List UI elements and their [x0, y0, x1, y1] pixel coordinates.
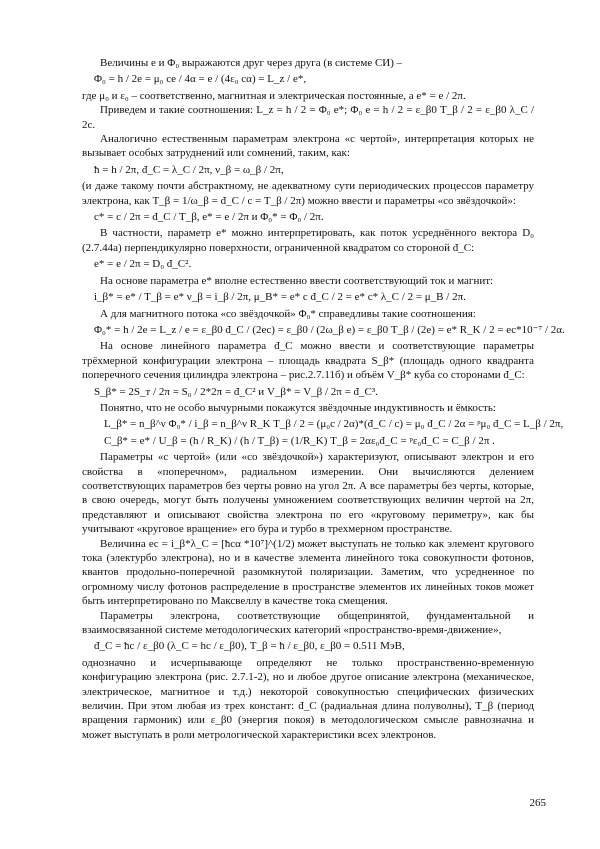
equation-6: Φ₀* = h / 2e = L_z / e = ε_β0 đ_C / (2ec) = ε_β0 / (2ω_β e) = ε_β0 T_β / (2e) = e* R_K / 2 = ec*10⁻⁷ / 2α.	[94, 323, 565, 336]
paragraph-13: Параметры электрона, соответствующие общепринятой, фундаментальной и взаимосвязанной системе методологических категорий «пространство-время-движение»,	[82, 609, 534, 637]
paragraph-3: Приведем и такие соотношения: L_z = h / 2 = Φ₀ e*; Φ₀ e = h / 2 = ε_β0 T_β / 2 = ε_β0 λ_C / 2c.	[82, 104, 534, 131]
paragraph-7: На основе параметра e* вполне естественно ввести соответствующий ток и магнит:	[100, 274, 494, 287]
page-number: 265	[529, 797, 546, 809]
paragraph-14: однозначно и исчерпывающе определяют не только пространственно-временную конфигурацию электрона (рис. 2.7.1-2), но и любое другое описание электрона (механическое, электрическое, магнитное и т.д.) некоторой совокупностью специфических физических величин. При этом любая из трех констант: đ_C (радиальная длина полуволны), T_β (период вращения гармоник) или ε_β0 (энергия покоя) в методологическом смысле равнозначна и может выступать в роли метрологической характеристики всех электронов.	[82, 656, 534, 741]
equation-4: e* = e / 2π = D₀ đ_C².	[94, 258, 192, 271]
paragraph-12: Величина ec = i_β*λ_C = [ħcα *10⁷]^(1/2) может выступать не только как элемент кругового тока (электурбо электрона), но и в качестве элемента линейного тока совокупности фотонов, квантов продольно-поперечной разомкнутой поляризации. Заметим, что усредненное по огромному числу фотонов распределение в пространстве элементов их линейных токов может быть интерпретировано по Максвеллу в качестве тока смещения.	[82, 537, 534, 608]
equation-9: C_β* = e* / U_β = (h / R_K) / (h / T_β) = (1/R_K) T_β = 2αε₀đ_C = ᵖε₀đ_C = C_β / 2π .	[104, 434, 495, 447]
paragraph-1: Величины e и Φ₀ выражаются друг через друга (в системе СИ) –	[100, 57, 403, 69]
paragraph-6: В частности, параметр e* можно интерпретировать, как поток усреднённого вектора D₀ (2.7.44а) перпендикулярно поверхности, ограниченной квадратом со стороной đ_C:	[82, 227, 534, 254]
equation-2: ħ = h / 2π, đ_C = λ_C / 2π, ν_β = ω_β / 2π,	[94, 163, 284, 176]
paragraph-8: А для магнитного потока «со звёздочкой» Φ₀* справедливы такие соотношения:	[100, 307, 476, 320]
paragraph-11: Параметры «с чертой» (или «со звёздочкой») характеризуют, описывают электрон и его свойства в «поперечном», радиальном измерении. Они вычисляются делением соответствующих параметров без черты ровно на угол 2π. А все параметры без черты, которые, в свою очередь, могут быть получены умножением соответствующих величин чертой на 2π, представляют и описывают свойства электрона по его «круговому периметру», как бы учитывают «круговое вращение» его бура и турбо в трехмерном пространстве.	[82, 451, 534, 536]
text-body	[82, 56, 565, 742]
equation-5: i_β* = e* / T_β = e* ν_β = i_β / 2π, μ_B* = e* c đ_C / 2 = e* c* λ_C / 2 = μ_B / 2π.	[94, 291, 466, 304]
equation-10: đ_C = ħc / ε_β0 (λ_C = hc / ε_β0), T_β = ħ / ε_β0, ε_β0 = 0.511 МэВ,	[94, 640, 405, 653]
equation-7: S_β* = 2S_т / 2π = S₀ / 2*2π = đ_C² и V_β* = V_β / 2π = đ_C³.	[94, 385, 378, 398]
paragraph-5: (и даже такому почти абстрактному, не адекватному сути периодических процессов параметру электрона, как T_β = 1/ω_β = đ_C / c = T_β / 2π) можно ввести и параметры «со звёздочкой»:	[82, 180, 534, 207]
equation-1: Φ₀ = h / 2e = μ₀ ce / 4α = e / (4ε₀ cα) = L_z / e*,	[94, 73, 307, 86]
paragraph-10: Понятно, что не особо вычурными покажутся звёздочные индуктивность и ёмкость:	[100, 401, 496, 414]
paragraph-2: где μ₀ и ε₀ – соответственно, магнитная и электрическая постоянные, а e* = e / 2π.	[82, 89, 466, 102]
paragraph-4: Аналогично естественным параметрам электрона «с чертой», интерпретация которых не вызывает особых затруднений или сомнений, таким, как:	[82, 133, 534, 160]
equation-3: c* = c / 2π = đ_C / T_β, e* = e / 2π и Φ₀* = Φ₀ / 2π.	[94, 211, 324, 224]
equation-8: L_β* = n_β^ν Φ₀* / i_β = n_β^ν R_K T_β / 2 = (μ₀c / 2α)*(đ_C / c) = μ₀ đ_C / 2α = ᵖμ₀ đ_C = L_β / 2π,	[104, 418, 564, 431]
paragraph-9: На основе линейного параметра đ_C можно ввести и соответствующие параметры трёхмерной конфигурации электрона – площадь квадрата S_β* (площадь одного квадранта поперечного сечения цилиндра электрона – рис.2.7.11б) и объём V_β* куба со сторонами đ_C:	[82, 340, 534, 382]
